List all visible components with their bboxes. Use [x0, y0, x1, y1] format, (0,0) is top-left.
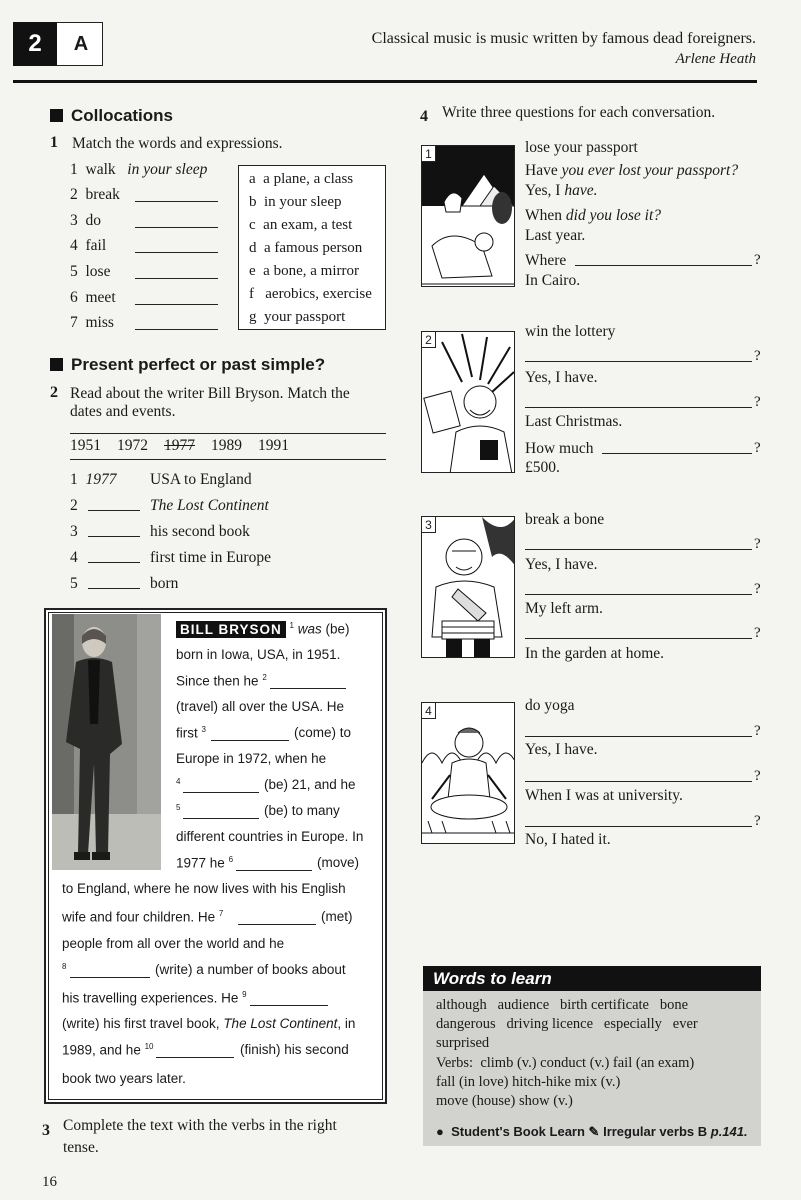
- answer-blank[interactable]: [602, 453, 752, 454]
- bryson-line: (be) 21, and he: [264, 777, 356, 792]
- answer-blank[interactable]: [525, 361, 752, 362]
- year: 1991: [258, 437, 289, 454]
- cartoon-bone-icon: [422, 517, 515, 658]
- cartoon-bone: 3: [421, 516, 515, 658]
- answer-line: Yes, I have.: [525, 369, 598, 386]
- bryson-line: Since then he $^2$: [176, 673, 267, 689]
- match-options-box: [238, 165, 386, 330]
- answer-line: In Cairo.: [525, 272, 581, 289]
- event-label: The Lost Continent: [150, 497, 269, 514]
- answer-blank[interactable]: [525, 781, 752, 782]
- bryson-line: to England, where he now lives with his English: [62, 881, 346, 896]
- match-option: f aerobics, exercise: [249, 286, 372, 302]
- answer-line: In the garden at home.: [525, 645, 665, 662]
- answer-blank[interactable]: [575, 265, 752, 266]
- exercise-3-number: 3: [42, 1122, 50, 1139]
- exercise-1-instruction: Match the words and expressions.: [72, 135, 283, 152]
- answer-blank[interactable]: [525, 407, 752, 408]
- match-item: 4 fail: [70, 237, 107, 254]
- exercise-4-number: 4: [420, 108, 428, 125]
- event-label: USA to England: [150, 471, 252, 488]
- exercise-2-instruction-2: dates and events.: [70, 403, 176, 420]
- cartoon-yoga-icon: [422, 703, 515, 844]
- answer-blank[interactable]: [135, 291, 218, 305]
- bryson-line: different countries in Europe. In: [176, 829, 364, 844]
- collocations-title: Collocations: [50, 106, 173, 126]
- answer-line: No, I hated it.: [525, 831, 611, 848]
- bryson-line: people from all over the world and he: [62, 936, 285, 951]
- event-label: his second book: [150, 523, 250, 540]
- bryson-line: wife and four children. He $^7$: [62, 909, 224, 925]
- words-row: Verbs: climb (v.) conduct (v.) fail (an exam): [436, 1055, 695, 1071]
- page-number: 16: [42, 1174, 57, 1190]
- answer-blank[interactable]: [238, 911, 316, 925]
- answer-blank[interactable]: [236, 857, 312, 871]
- event-number: 3: [70, 523, 78, 540]
- exercise-4-instruction: Write three questions for each conversation.: [442, 104, 716, 121]
- year: 1989: [211, 437, 242, 454]
- answer-line: Yes, I have.: [525, 556, 598, 573]
- answer-blank[interactable]: [525, 594, 752, 595]
- bryson-line: (write) a number of books about: [155, 962, 346, 977]
- question-line: How much: [525, 440, 594, 457]
- answer-line: Last year.: [525, 227, 586, 244]
- bryson-line: (finish) his second: [240, 1042, 349, 1057]
- header-rule: [13, 80, 757, 83]
- quote-author: Arlene Heath: [675, 51, 756, 67]
- answer-blank[interactable]: [525, 826, 752, 827]
- bryson-line: (move): [317, 855, 360, 870]
- conversation-topic: break a bone: [525, 511, 605, 528]
- bryson-name-label: BILL BRYSON: [176, 621, 286, 638]
- exercise-3-instruction-1: Complete the text with the verbs in the right: [63, 1117, 337, 1134]
- match-option: c an exam, a test: [249, 217, 353, 233]
- years-rule-top: [70, 433, 386, 434]
- bryson-line: his travelling experiences. He $^9$: [62, 990, 247, 1006]
- match-answer: in your sleep: [127, 161, 208, 178]
- answer-blank[interactable]: [525, 549, 752, 550]
- bullet-icon: ●: [436, 1124, 444, 1139]
- quote-text: Classical music is music written by famous dead foreigners.: [371, 30, 756, 47]
- answer-blank[interactable]: [250, 992, 328, 1006]
- match-item: 5 lose: [70, 263, 111, 280]
- match-item: 7 miss: [70, 314, 114, 331]
- bryson-line: (come) to: [294, 725, 352, 740]
- bill-bryson-photo: [52, 614, 161, 870]
- person-figure-icon: [52, 614, 161, 870]
- answer-blank[interactable]: [88, 497, 140, 511]
- answer-blank[interactable]: [156, 1044, 234, 1058]
- match-option: a a plane, a class: [249, 171, 354, 187]
- bryson-line: first $^3$: [176, 725, 206, 741]
- year: 1972: [117, 437, 148, 454]
- exercise-2-instruction-1: Read about the writer Bill Bryson. Match the: [70, 385, 350, 402]
- unit-number: 2: [13, 22, 57, 66]
- answer-blank[interactable]: [88, 575, 140, 589]
- square-bullet-icon: [50, 109, 63, 122]
- match-option: b in your sleep: [249, 194, 342, 210]
- cartoon-yoga: 4: [421, 702, 515, 844]
- question-line: Have you ever lost your passport?: [525, 162, 739, 179]
- match-item: 6 meet: [70, 289, 116, 306]
- match-option: e a bone, a mirror: [249, 263, 359, 279]
- exercise-1-number: 1: [50, 134, 58, 151]
- answer-blank[interactable]: [525, 736, 752, 737]
- years-list: [70, 437, 305, 455]
- answer-line: Yes, I have.: [525, 182, 598, 199]
- answer-blank[interactable]: [135, 265, 218, 279]
- match-item: 2 break: [70, 186, 120, 203]
- exercise-2-number: 2: [50, 384, 58, 401]
- match-option: g your passport: [249, 309, 346, 325]
- match-option: d a famous person: [249, 240, 363, 256]
- answer-blank[interactable]: [183, 779, 259, 793]
- cartoon-lottery: 2: [421, 331, 515, 473]
- bryson-line: Europe in 1972, when he: [176, 751, 327, 766]
- cartoon-passport: 1: [421, 145, 515, 287]
- answer-blank[interactable]: [135, 214, 218, 228]
- exercise-3-instruction-2: tense.: [63, 1139, 99, 1156]
- event-number: 5: [70, 575, 78, 592]
- cartoon-lottery-icon: [422, 332, 515, 473]
- quote: [372, 28, 756, 70]
- bryson-line: (met): [321, 909, 353, 924]
- question-line: Where: [525, 252, 567, 269]
- bryson-line: 1989, and he $^{10}$: [62, 1042, 154, 1058]
- answer-blank[interactable]: [525, 638, 752, 639]
- match-item: 1 walk in your sleep: [70, 161, 208, 178]
- bryson-line: 1977 he $^6$: [176, 855, 234, 871]
- match-item: 3 do: [70, 212, 101, 229]
- words-row: move (house) show (v.): [436, 1093, 573, 1109]
- event-number: 2: [70, 497, 78, 514]
- bryson-line: book two years later.: [62, 1071, 186, 1086]
- years-rule-bottom: [70, 459, 386, 460]
- unit-letter: A: [73, 33, 89, 55]
- words-row: surprised: [436, 1035, 490, 1051]
- conversation-topic: lose your passport: [525, 139, 638, 156]
- words-row: dangerous driving licence especially ever: [436, 1016, 698, 1032]
- answer-blank[interactable]: [88, 549, 140, 563]
- present-perfect-title: Present perfect or past simple?: [50, 355, 325, 375]
- bryson-line: (travel) all over the USA. He: [176, 699, 345, 714]
- bryson-line: (write) his first travel book, The Lost Continent, in: [62, 1016, 356, 1031]
- conversation-topic: do yoga: [525, 697, 575, 714]
- event-number: 4: [70, 549, 78, 566]
- answer-line: When I was at university.: [525, 787, 683, 804]
- bryson-line: (be) to many: [264, 803, 340, 818]
- words-row: fall (in love) hitch-hike mix (v.): [436, 1074, 621, 1090]
- answer-line: Yes, I have.: [525, 741, 598, 758]
- answer-line: My left arm.: [525, 600, 603, 617]
- answer-blank[interactable]: [135, 188, 218, 202]
- answer-blank[interactable]: [135, 239, 218, 253]
- pencil-icon: ✎: [588, 1124, 600, 1139]
- words-row: although audience birth certificate bone: [436, 997, 689, 1013]
- answer-line: Last Christmas.: [525, 413, 623, 430]
- event-label: first time in Europe: [150, 549, 271, 566]
- answer-blank[interactable]: [211, 727, 289, 741]
- answer-blank[interactable]: [183, 805, 259, 819]
- event-label: born: [150, 575, 179, 592]
- words-to-learn-title: Words to learn: [423, 966, 761, 991]
- answer-blank[interactable]: [70, 964, 150, 978]
- answer-blank[interactable]: [270, 675, 346, 689]
- answer-blank[interactable]: [135, 316, 218, 330]
- square-bullet-icon: [50, 358, 63, 371]
- cartoon-passport-icon: [422, 146, 515, 287]
- words-footer: ● Student's Book Learn ✎ Irregular verbs B p.141.: [436, 1124, 748, 1139]
- answer-blank[interactable]: [88, 523, 140, 537]
- year: 1951: [70, 437, 101, 454]
- bryson-line: born in Iowa, USA, in 1951.: [176, 647, 341, 662]
- year-crossed: 1977: [164, 437, 195, 454]
- question-line: When did you lose it?: [525, 207, 662, 224]
- conversation-topic: win the lottery: [525, 323, 616, 340]
- answer-line: £500.: [525, 459, 560, 476]
- event-row: 1 1977: [70, 471, 117, 488]
